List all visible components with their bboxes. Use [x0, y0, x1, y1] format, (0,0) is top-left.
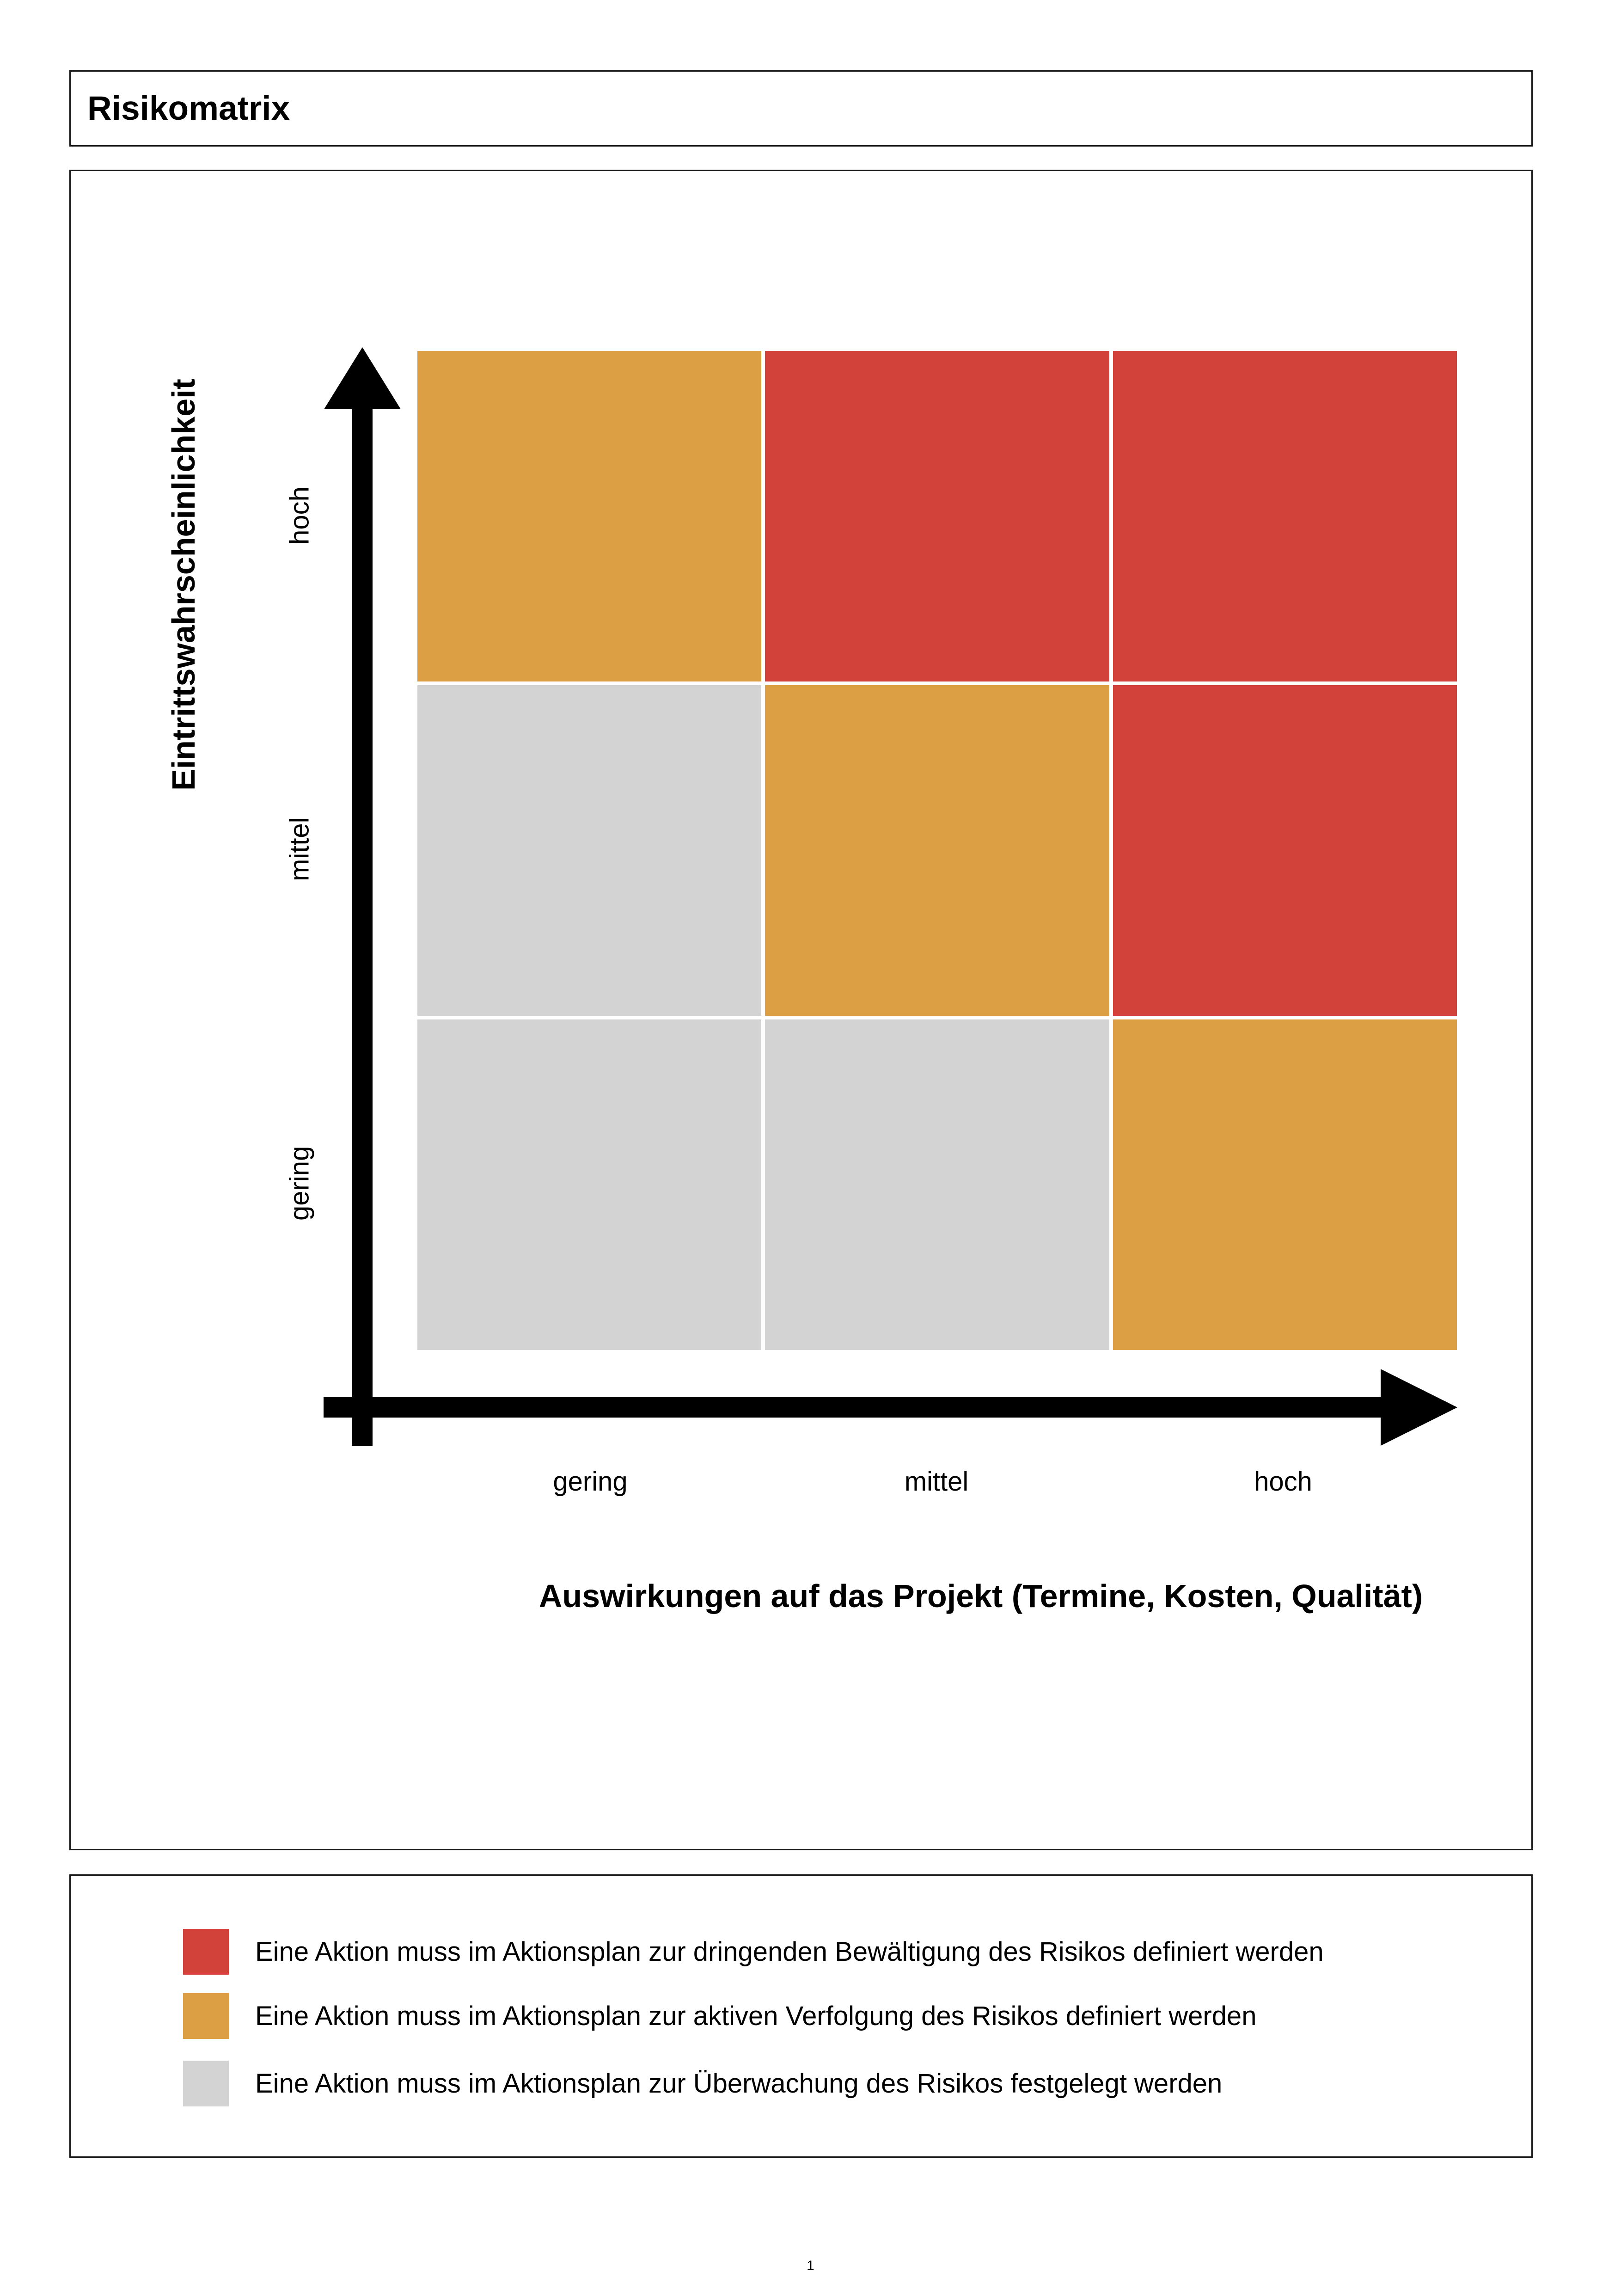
- risk-cell-r0c2: [1113, 351, 1457, 681]
- legend-item-gray: [183, 2061, 1222, 2106]
- y-axis-label-gering: gering: [284, 1146, 315, 1221]
- x-axis-label-hoch: hoch: [1254, 1467, 1312, 1497]
- y-axis-label-mittel: mittel: [284, 817, 315, 882]
- risk-cell-r0c1: [765, 351, 1109, 681]
- legend-swatch-gray: [183, 2061, 229, 2106]
- y-axis-arrow-icon: [324, 347, 401, 1446]
- risk-matrix-panel: [69, 170, 1533, 1850]
- x-axis-label-mittel: mittel: [904, 1467, 969, 1497]
- y-axis-label-hoch: hoch: [284, 486, 315, 545]
- risk-grid: [417, 351, 1457, 1350]
- legend-label-gray: Eine Aktion muss im Aktionsplan zur Überwachung des Risikos festgelegt werden: [255, 2069, 1223, 2099]
- x-axis-arrow-icon: [324, 1369, 1457, 1446]
- risk-cell-r2c2: [1113, 1019, 1457, 1350]
- risk-cell-r1c1: [765, 685, 1109, 1016]
- risk-cell-r1c2: [1113, 685, 1457, 1016]
- y-axis-title: Eintrittswahrscheinlichkeit: [165, 379, 202, 791]
- risk-cell-r1c0: [417, 685, 761, 1016]
- page-number: 1: [807, 2258, 814, 2273]
- x-axis-label-gering: gering: [553, 1467, 628, 1497]
- risk-cell-r2c1: [765, 1019, 1109, 1350]
- x-axis-title: Auswirkungen auf das Projekt (Termine, Kosten, Qualität): [538, 1578, 1423, 1614]
- legend-label-amber: Eine Aktion muss im Aktionsplan zur aktiven Verfolgung des Risikos definiert werden: [255, 2001, 1257, 2031]
- page-title: Risikomatrix: [87, 90, 290, 127]
- legend-swatch-amber: [183, 1993, 229, 2039]
- risk-cell-r0c0: [417, 351, 761, 681]
- legend-swatch-red: [183, 1929, 229, 1975]
- legend: [69, 1874, 1533, 2158]
- risk-cell-r2c0: [417, 1019, 761, 1350]
- title-box: [69, 70, 1533, 147]
- legend-item-red: [183, 1929, 1324, 1975]
- legend-label-red: Eine Aktion muss im Aktionsplan zur dringenden Bewältigung des Risikos definiert werden: [255, 1937, 1324, 1967]
- legend-item-amber: [183, 1993, 1256, 2039]
